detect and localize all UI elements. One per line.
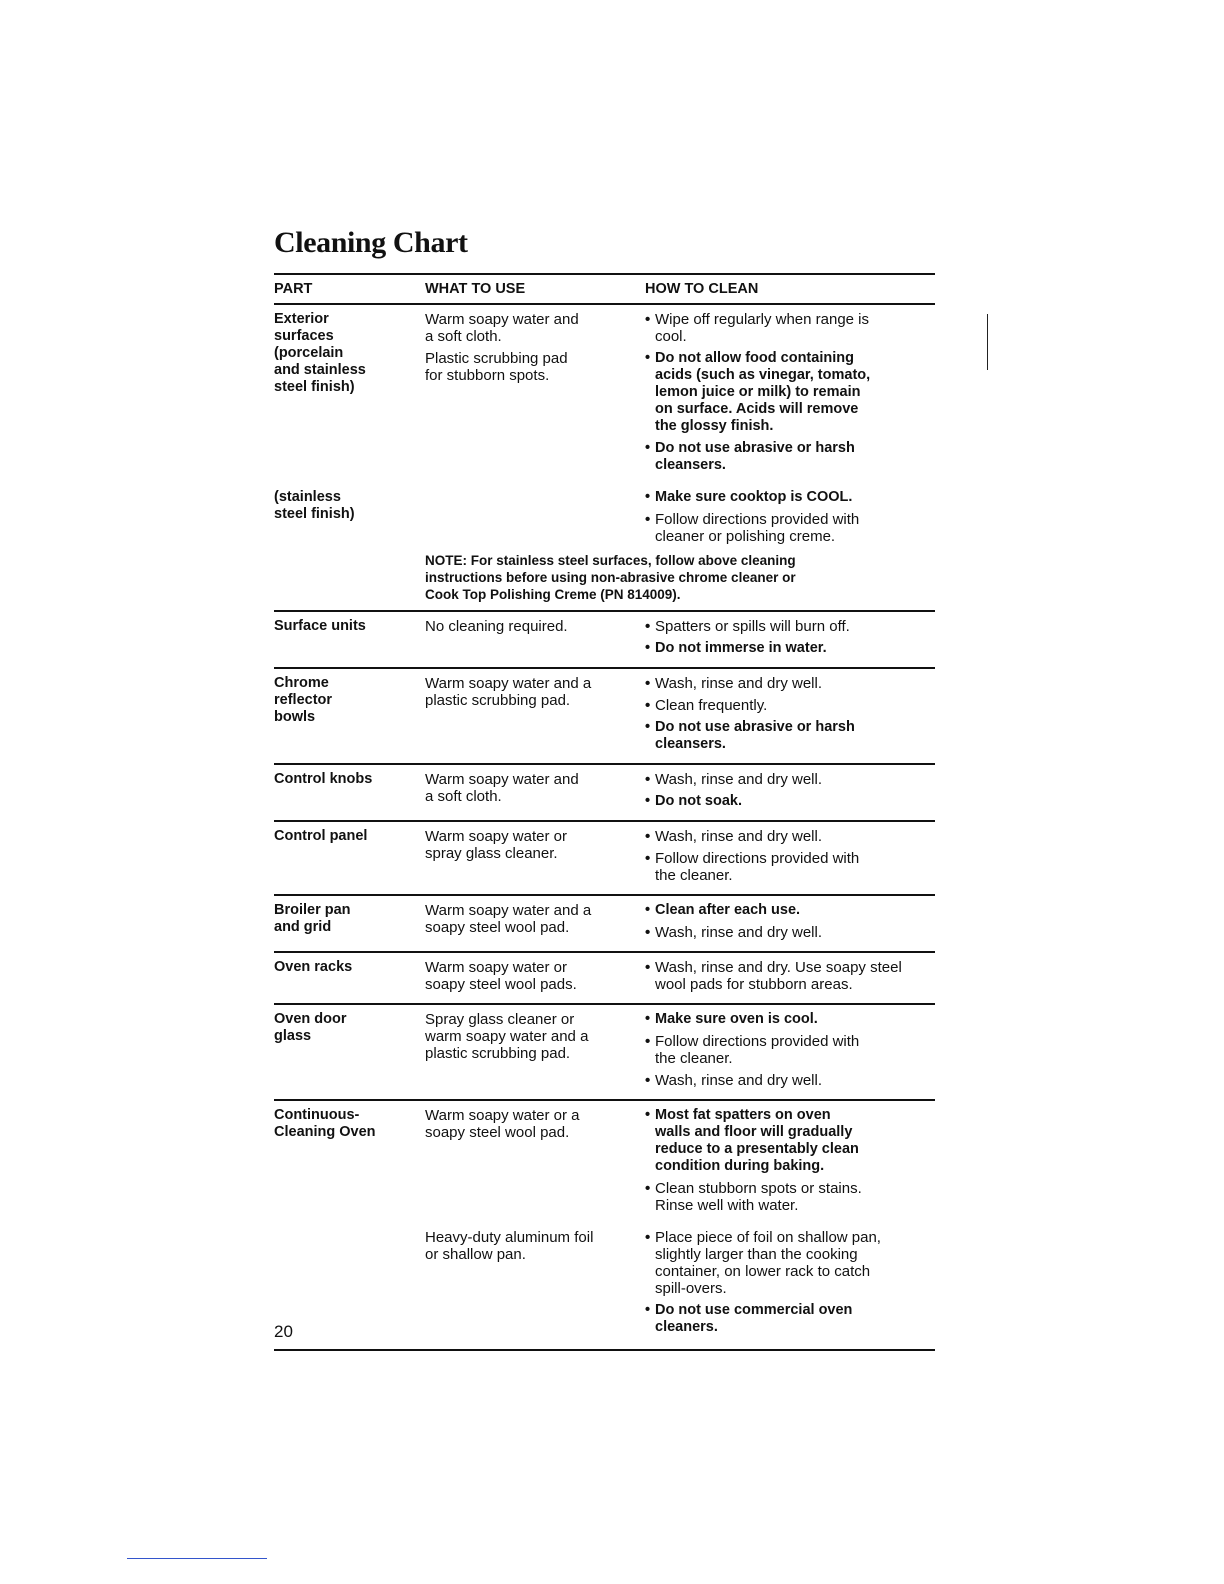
how-to-clean-item: • Wash, rinse and dry. Use soapy steel wool pads for stubborn areas. <box>645 959 935 993</box>
part-cell: Oven door glass <box>274 1011 347 1044</box>
table-subrow <box>274 1107 935 1219</box>
table-row <box>274 612 935 669</box>
how-to-clean-item: • Do not allow food containing acids (such as vinegar, tomato, lemon juice or milk) to remain on surface. Acids will remove the glossy finish. <box>645 350 935 435</box>
what-to-use-text: Warm soapy water or spray glass cleaner. <box>425 828 567 862</box>
what-to-use-text: Warm soapy water or soapy steel wool pads. <box>425 959 577 993</box>
what-to-use-text: Warm soapy water and a soft cloth. <box>425 771 579 805</box>
part-cell: Oven racks <box>274 959 353 975</box>
how-to-clean-item: • Do not use abrasive or harsh cleansers. <box>645 719 935 753</box>
table-row <box>274 822 935 896</box>
part-cell: Control knobs <box>274 771 373 787</box>
table-row <box>274 1005 935 1101</box>
how-to-clean-cell <box>645 489 935 550</box>
how-to-clean-cell <box>645 311 935 479</box>
what-to-use-cell <box>425 618 645 662</box>
what-to-use-text: Plastic scrubbing pad for stubborn spots. <box>425 350 568 384</box>
how-to-clean-item: • Do not soak. <box>645 793 935 810</box>
page-title: Cleaning Chart <box>274 226 468 259</box>
part-cell: Broiler pan and grid <box>274 902 351 935</box>
how-to-clean-item: • Spatters or spills will burn off. <box>645 618 935 635</box>
how-to-clean-item: • Wash, rinse and dry well. <box>645 828 935 845</box>
what-to-use-cell <box>425 311 645 479</box>
how-to-clean-cell <box>645 675 935 758</box>
part-cell: Surface units <box>274 618 366 634</box>
how-to-clean-cell <box>645 771 935 815</box>
how-to-clean-cell <box>645 1229 935 1341</box>
what-to-use-cell <box>425 771 645 815</box>
what-to-use-cell <box>425 902 645 946</box>
part-cell: Control panel <box>274 828 368 844</box>
table-subrow <box>274 771 935 815</box>
table-row <box>274 305 935 612</box>
how-to-clean-item: • Follow directions provided with the cleaner. <box>645 1033 935 1067</box>
how-to-clean-item: • Most fat spatters on oven walls and floor will gradually reduce to a presentably clean condition during baking. <box>645 1107 935 1175</box>
table-subrow <box>274 959 935 998</box>
header-how-to-clean: HOW TO CLEAN <box>645 281 759 297</box>
table-row <box>274 896 935 953</box>
how-to-clean-item: • Make sure oven is cool. <box>645 1011 935 1028</box>
how-to-clean-item: • Wipe off regularly when range is cool. <box>645 311 935 345</box>
how-to-clean-cell <box>645 959 935 998</box>
how-to-clean-item: • Follow directions provided with the cleaner. <box>645 850 935 884</box>
stainless-steel-note: NOTE: For stainless steel surfaces, follow above cleaning instructions before using non-abrasive chrome cleaner or Cook Top Polishing Creme (PN 814009). <box>425 553 796 602</box>
what-to-use-cell <box>425 489 645 550</box>
how-to-clean-cell <box>645 618 935 662</box>
what-to-use-cell <box>425 1107 645 1219</box>
how-to-clean-item: • Make sure cooktop is COOL. <box>645 489 935 506</box>
table-subrow <box>274 902 935 946</box>
cleaning-chart-table <box>274 273 935 1351</box>
table-subrow <box>274 489 935 550</box>
what-to-use-cell <box>425 675 645 758</box>
table-row <box>274 765 935 822</box>
part-cell: (stainless steel finish) <box>274 489 355 522</box>
what-to-use-cell <box>425 828 645 889</box>
how-to-clean-item: • Wash, rinse and dry well. <box>645 924 935 941</box>
what-to-use-text: Warm soapy water and a plastic scrubbing pad. <box>425 675 592 709</box>
how-to-clean-item: • Clean stubborn spots or stains. Rinse well with water. <box>645 1180 935 1214</box>
what-to-use-text: Spray glass cleaner or warm soapy water and a plastic scrubbing pad. <box>425 1011 589 1062</box>
table-subrow <box>274 828 935 889</box>
how-to-clean-item: • Wash, rinse and dry well. <box>645 1072 935 1089</box>
part-cell: Continuous- Cleaning Oven <box>274 1107 376 1140</box>
how-to-clean-item: • Wash, rinse and dry well. <box>645 771 935 788</box>
how-to-clean-item: • Clean after each use. <box>645 902 935 919</box>
part-cell <box>274 1229 425 1341</box>
table-subrow <box>274 311 935 479</box>
how-to-clean-item: • Do not use abrasive or harsh cleansers. <box>645 440 935 474</box>
part-cell: Chrome reflector bowls <box>274 675 333 725</box>
how-to-clean-cell <box>645 1011 935 1094</box>
table-row <box>274 1101 935 1351</box>
what-to-use-text: Warm soapy water or a soapy steel wool pad. <box>425 1107 580 1141</box>
how-to-clean-cell <box>645 828 935 889</box>
table-row <box>274 669 935 765</box>
table-subrow <box>274 1011 935 1094</box>
how-to-clean-cell <box>645 902 935 946</box>
table-body <box>274 305 935 1351</box>
margin-mark <box>987 314 988 370</box>
header-what-to-use: WHAT TO USE <box>425 281 526 297</box>
what-to-use-text: Warm soapy water and a soft cloth. <box>425 311 579 345</box>
what-to-use-text: No cleaning required. <box>425 618 568 635</box>
how-to-clean-cell <box>645 1107 935 1219</box>
table-subrow <box>274 675 935 758</box>
how-to-clean-item: • Do not immerse in water. <box>645 640 935 657</box>
table-subrow <box>274 1229 935 1341</box>
what-to-use-cell <box>425 1229 645 1341</box>
page-number: 20 <box>274 1322 293 1341</box>
what-to-use-text: Warm soapy water and a soapy steel wool pad. <box>425 902 592 936</box>
footer-rule <box>127 1558 267 1559</box>
what-to-use-text: Heavy-duty aluminum foil or shallow pan. <box>425 1229 594 1263</box>
header-part: PART <box>274 281 313 297</box>
how-to-clean-item: • Follow directions provided with cleaner or polishing creme. <box>645 511 935 545</box>
what-to-use-cell <box>425 1011 645 1094</box>
how-to-clean-item: • Clean frequently. <box>645 697 935 714</box>
how-to-clean-item: • Wash, rinse and dry well. <box>645 675 935 692</box>
how-to-clean-item: • Do not use commercial oven cleaners. <box>645 1302 935 1336</box>
how-to-clean-item: • Place piece of foil on shallow pan, slightly larger than the cooking container, on lower rack to catch spill-overs. <box>645 1229 935 1297</box>
what-to-use-cell <box>425 959 645 998</box>
table-subrow <box>274 618 935 662</box>
part-cell: Exterior surfaces (porcelain and stainless steel finish) <box>274 311 366 395</box>
table-header <box>274 273 935 305</box>
table-row <box>274 953 935 1005</box>
